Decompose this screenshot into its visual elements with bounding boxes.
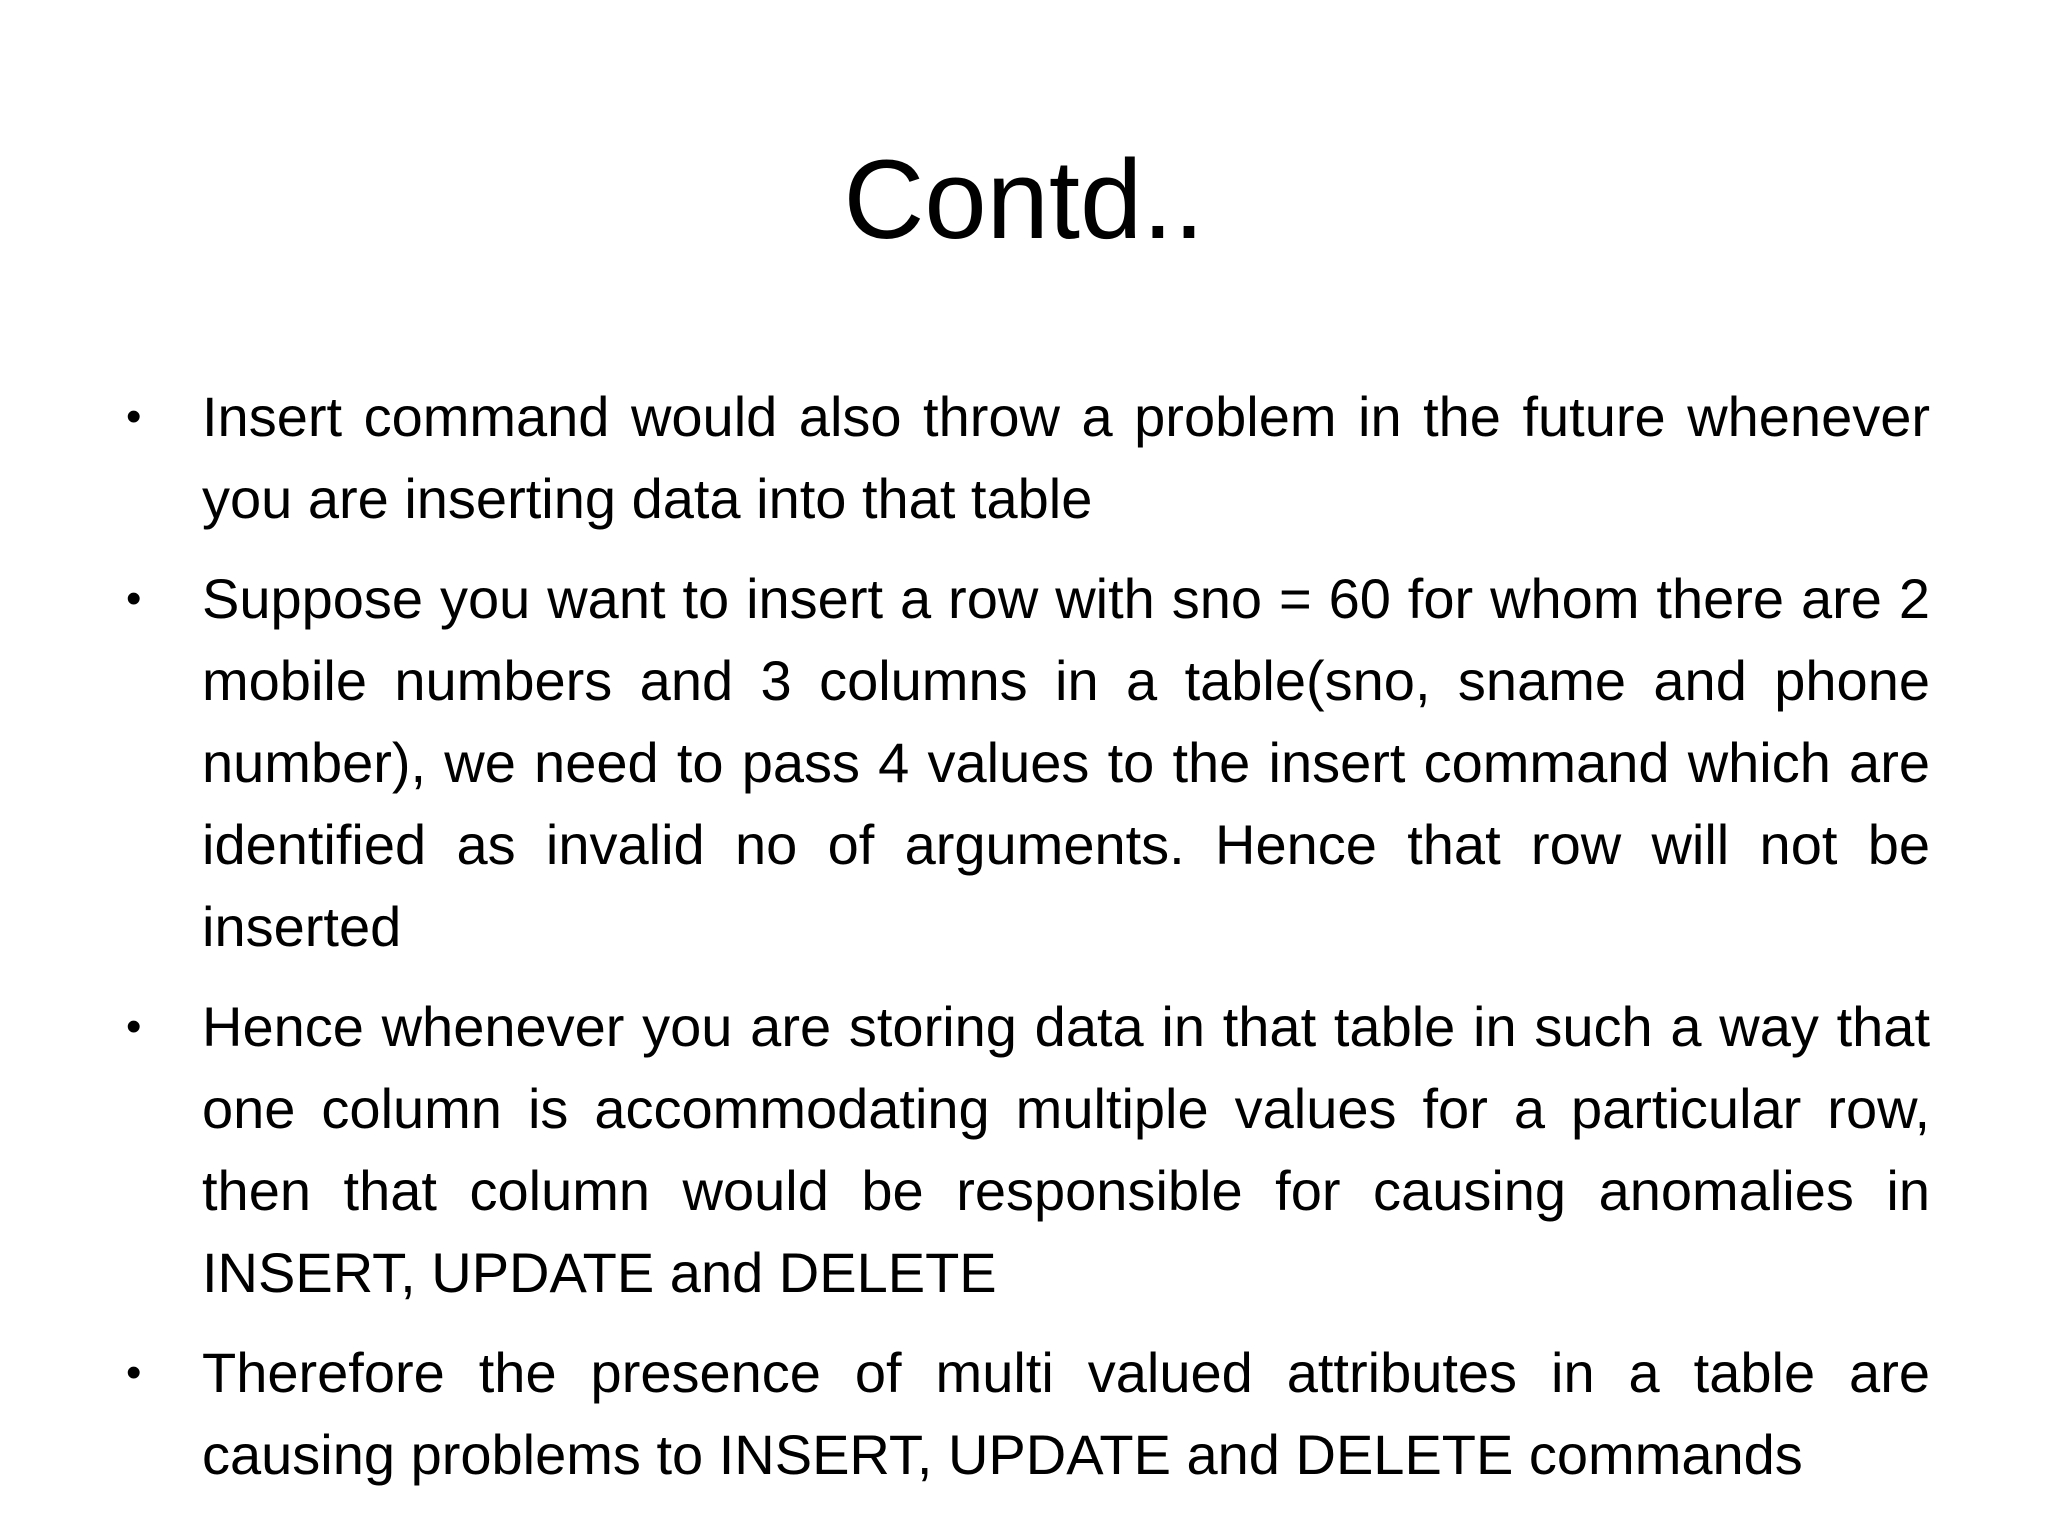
- bullet-list: [120, 376, 1930, 1514]
- bullet-point-icon: •: [126, 574, 142, 623]
- bullet-item: [120, 558, 1930, 968]
- bullet-text: Hence whenever you are storing data in that table in such a way that one column is accommodating multiple values for a particular row, then that column would be responsible for causing anomalies in INSERT, UPDATE and DELETE: [202, 995, 1930, 1304]
- bullet-text: Insert command would also throw a problem in the future whenever you are inserting data into that table: [202, 385, 1930, 530]
- bullet-item: [120, 1332, 1930, 1496]
- bullet-point-icon: •: [126, 392, 142, 441]
- bullet-item: [120, 986, 1930, 1314]
- bullet-text: Suppose you want to insert a row with sno = 60 for whom there are 2 mobile numbers and 3 columns in a table(sno, sname and phone number), we need to pass 4 values to the insert command which are identified as invalid no of arguments. Hence that row will not be inserted: [202, 567, 1930, 958]
- bullet-text: Therefore the presence of multi valued attributes in a table are causing problems to INSERT, UPDATE and DELETE commands: [202, 1341, 1930, 1486]
- slide-title: Contd..: [843, 137, 1205, 262]
- bullet-point-icon: •: [126, 1002, 142, 1051]
- bullet-point-icon: •: [126, 1348, 142, 1397]
- bullet-item: [120, 376, 1930, 540]
